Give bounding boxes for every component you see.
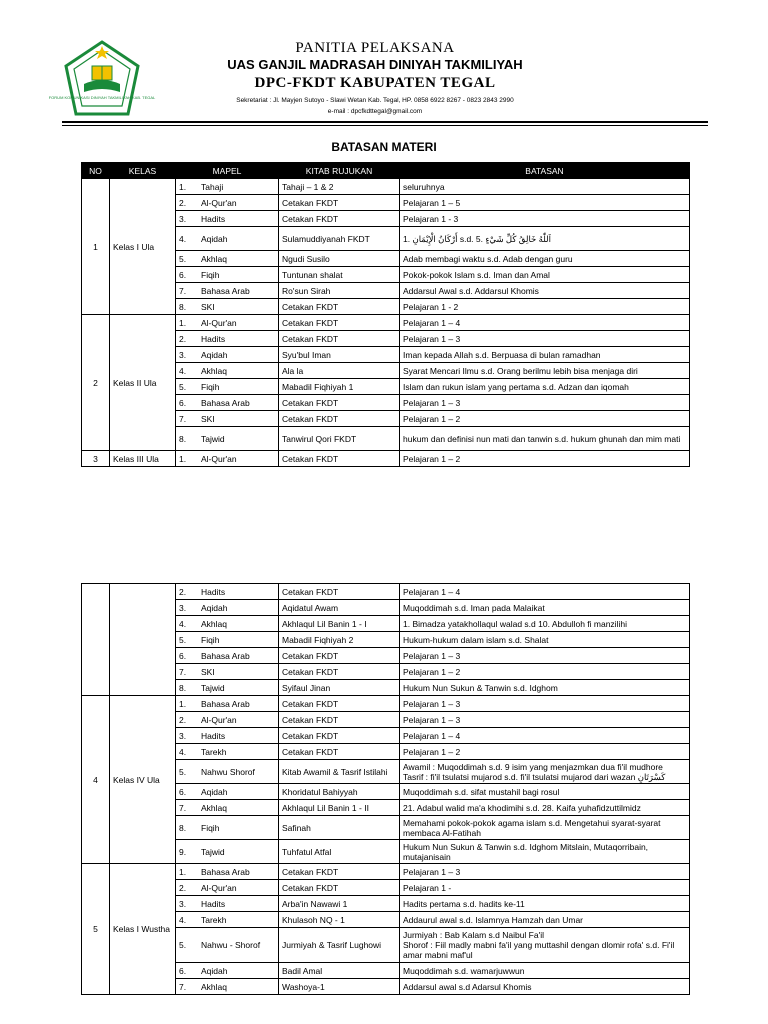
mapel-name: Al-Qur'an — [201, 197, 237, 208]
cell-mapel — [176, 427, 279, 451]
table-row — [82, 696, 690, 712]
cell-kitab: Arba'in Nawawi 1 — [279, 896, 400, 912]
mapel-name: SKI — [201, 301, 215, 312]
mapel-name: Hadits — [201, 730, 226, 741]
cell-batasan: Pelajaran 1 – 3 — [400, 331, 690, 347]
mapel-number: 2. — [179, 333, 187, 344]
mapel-number: 4. — [179, 233, 187, 244]
col-header-kelas: KELAS — [110, 163, 176, 179]
header-rule-thin — [62, 125, 708, 126]
address-line: Sekretariat : Jl. Mayjen Sutoyo - Slawi Wetan Kab. Tegal, HP. 0858 6922 8267 - 0823 2843 2990 — [236, 97, 514, 104]
cell-batasan: Pelajaran 1 – 3 — [400, 864, 690, 880]
mapel-number: 4. — [179, 746, 187, 757]
col-header-no: NO — [82, 163, 110, 179]
mapel-name: Tajwid — [201, 433, 225, 444]
cell-kitab: Tanwirul Qori FKDT — [279, 427, 400, 451]
mapel-number: 2. — [179, 714, 187, 725]
cell-mapel — [176, 179, 279, 195]
mapel-number: 5. — [179, 253, 187, 264]
mapel-number: 5. — [179, 381, 187, 392]
mapel-name: Bahasa Arab — [201, 650, 250, 661]
cell-kitab: Cetakan FKDT — [279, 395, 400, 411]
materi-table-2 — [81, 583, 690, 995]
cell-kitab: Tahaji – 1 & 2 — [279, 179, 400, 195]
mapel-name: Akhlaq — [201, 253, 227, 264]
mapel-name: Al-Qur'an — [201, 714, 237, 725]
cell-no: 3 — [82, 451, 110, 467]
cell-batasan: Awamil : Muqoddimah s.d. 9 isim yang menjazmkan dua fi'il mudhore Tasrif : fi'il tsulatsi mujarod s.d. fi'il tsulatsi mujarod dari wazan كَسْرَتَانِ — [400, 760, 690, 784]
cell-kitab: Ro'sun Sirah — [279, 283, 400, 299]
mapel-name: Bahasa Arab — [201, 698, 250, 709]
mapel-name: Hadits — [201, 333, 226, 344]
mapel-name: Akhlaq — [201, 981, 227, 992]
mapel-name: Fiqih — [201, 634, 220, 645]
mapel-name: Bahasa Arab — [201, 285, 250, 296]
mapel-number: 1. — [179, 698, 187, 709]
cell-mapel — [176, 616, 279, 632]
mapel-number: 7. — [179, 413, 187, 424]
cell-kitab: Khoridatul Bahiyyah — [279, 784, 400, 800]
cell-mapel — [176, 227, 279, 251]
cell-kitab: Cetakan FKDT — [279, 411, 400, 427]
cell-batasan: Pelajaran 1 – 3 — [400, 696, 690, 712]
mapel-name: Aqidah — [201, 349, 228, 360]
cell-mapel — [176, 712, 279, 728]
cell-batasan: Pelajaran 1 – 4 — [400, 315, 690, 331]
cell-batasan: Pokok-pokok Islam s.d. Iman dan Amal — [400, 267, 690, 283]
mapel-name: Fiqih — [201, 269, 220, 280]
cell-kitab: Cetakan FKDT — [279, 315, 400, 331]
cell-kitab: Ngudi Susilo — [279, 251, 400, 267]
table-row — [82, 451, 690, 467]
cell-mapel — [176, 664, 279, 680]
cell-kitab: Mabadil Fiqhiyah 1 — [279, 379, 400, 395]
cell-batasan: Pelajaran 1 - — [400, 880, 690, 896]
mapel-number: 1. — [179, 453, 187, 464]
cell-batasan: hukum dan definisi nun mati dan tanwin s.d. hukum ghunah dan mim mati — [400, 427, 690, 451]
cell-batasan: 1. أَرْكَانُ الْإِيْمَانِ s.d. 5. اَللّٰهُ خَالِقُ كُلِّ شَيْءٍ — [400, 227, 690, 251]
mapel-name: Akhlaq — [201, 365, 227, 376]
cell-no: 2 — [82, 315, 110, 451]
cell-mapel — [176, 728, 279, 744]
cell-mapel — [176, 744, 279, 760]
mapel-number: 5. — [179, 766, 187, 777]
mapel-number: 3. — [179, 730, 187, 741]
cell-mapel — [176, 195, 279, 211]
cell-mapel — [176, 363, 279, 379]
email-line: e-mail : dpcfkdttegal@gmail.com — [327, 108, 423, 115]
cell-kelas — [110, 584, 176, 696]
cell-mapel — [176, 632, 279, 648]
cell-kitab: Cetakan FKDT — [279, 648, 400, 664]
table-header-row — [82, 163, 690, 179]
mapel-name: Al-Qur'an — [201, 882, 237, 893]
mapel-number: 4. — [179, 914, 187, 925]
mapel-name: Hadits — [201, 586, 226, 597]
mapel-number: 8. — [179, 433, 187, 444]
cell-kitab: Cetakan FKDT — [279, 195, 400, 211]
cell-mapel — [176, 912, 279, 928]
cell-kelas: Kelas II Ula — [110, 315, 176, 451]
exam-title: UAS GANJIL MADRASAH DINIYAH TAKMILIYAH — [227, 57, 523, 72]
cell-mapel — [176, 800, 279, 816]
committee-title: PANITIA PELAKSANA — [295, 40, 455, 56]
cell-batasan: Adab membagi waktu s.d. Adab dengan guru — [400, 251, 690, 267]
cell-mapel — [176, 864, 279, 880]
materi-table-1 — [81, 162, 690, 467]
cell-kitab: Syifaul Jinan — [279, 680, 400, 696]
cell-no: 5 — [82, 864, 110, 995]
cell-batasan: Addarsul Awal s.d. Addarsul Khomis — [400, 283, 690, 299]
cell-kitab: Kitab Awamil & Tasrif Istilahi — [279, 760, 400, 784]
mapel-number: 8. — [179, 682, 187, 693]
cell-batasan: Pelajaran 1 – 3 — [400, 712, 690, 728]
cell-batasan: 1. Bimadza yatakhollaqul walad s.d 10. Abdulloh fi manzilihi — [400, 616, 690, 632]
mapel-name: Fiqih — [201, 822, 220, 833]
mapel-name: Akhlaq — [201, 618, 227, 629]
document-title: BATASAN MATERI — [331, 140, 437, 154]
logo-caption: FORUM KOMUNIKASI DINIYAH TAKMILIYAH KAB. TEGAL — [48, 95, 156, 100]
cell-kitab: Badil Amal — [279, 963, 400, 979]
cell-mapel — [176, 347, 279, 363]
cell-mapel — [176, 648, 279, 664]
cell-kelas: Kelas I Wustha — [110, 864, 176, 995]
cell-mapel — [176, 880, 279, 896]
organization-title: DPC-FKDT KABUPATEN TEGAL — [254, 75, 496, 91]
cell-batasan: Pelajaran 1 - 2 — [400, 299, 690, 315]
cell-batasan: Pelajaran 1 – 4 — [400, 584, 690, 600]
mapel-number: 4. — [179, 618, 187, 629]
cell-kitab: Cetakan FKDT — [279, 584, 400, 600]
mapel-number: 2. — [179, 197, 187, 208]
table-row — [82, 864, 690, 880]
mapel-number: 1. — [179, 866, 187, 877]
mapel-number: 3. — [179, 898, 187, 909]
col-header-mapel: MAPEL — [176, 163, 279, 179]
cell-kitab: Ala la — [279, 363, 400, 379]
mapel-number: 2. — [179, 586, 187, 597]
cell-batasan: Hukum Nun Sukun & Tanwin s.d. Idghom Mitslain, Mutaqorribain, mutajanisain — [400, 840, 690, 864]
mapel-number: 3. — [179, 349, 187, 360]
mapel-number: 6. — [179, 650, 187, 661]
cell-batasan: Pelajaran 1 – 3 — [400, 395, 690, 411]
mapel-name: SKI — [201, 413, 215, 424]
table-row — [82, 179, 690, 195]
cell-batasan: Muqoddimah s.d. Iman pada Malaikat — [400, 600, 690, 616]
header-rule-thick — [62, 121, 708, 123]
cell-kelas: Kelas III Ula — [110, 451, 176, 467]
cell-mapel — [176, 315, 279, 331]
cell-kitab: Cetakan FKDT — [279, 880, 400, 896]
cell-kitab: Cetakan FKDT — [279, 331, 400, 347]
cell-mapel — [176, 451, 279, 467]
mapel-name: Tajwid — [201, 846, 225, 857]
cell-batasan: Hadits pertama s.d. hadits ke-11 — [400, 896, 690, 912]
mapel-name: Hadits — [201, 213, 226, 224]
mapel-number: 7. — [179, 802, 187, 813]
cell-batasan: Pelajaran 1 – 4 — [400, 728, 690, 744]
cell-kitab: Tuntunan shalat — [279, 267, 400, 283]
col-header-kitab: KITAB RUJUKAN — [279, 163, 400, 179]
cell-batasan: Pelajaran 1 – 2 — [400, 664, 690, 680]
mapel-number: 6. — [179, 965, 187, 976]
cell-batasan: Iman kepada Allah s.d. Berpuasa di bulan ramadhan — [400, 347, 690, 363]
mapel-name: Aqidah — [201, 786, 228, 797]
cell-mapel — [176, 379, 279, 395]
cell-mapel — [176, 299, 279, 315]
mapel-name: Tahaji — [201, 181, 224, 192]
cell-batasan: Memahami pokok-pokok agama islam s.d. Mengetahui syarat-syarat membaca Al-Fatihah — [400, 816, 690, 840]
cell-batasan: 21. Adabul walid ma'a khodimihi s.d. 28. Kaifa yuhafidzuttilmidz — [400, 800, 690, 816]
cell-batasan: Jurmiyah : Bab Kalam s.d Naibul Fa'il Shorof : Fiil madly mabni fa'il yang muttashil dengan dlomir rofa' s.d. Fi'il amar mabni maf'ul — [400, 928, 690, 963]
cell-kitab: Cetakan FKDT — [279, 744, 400, 760]
cell-batasan: Pelajaran 1 – 2 — [400, 451, 690, 467]
mapel-name: SKI — [201, 666, 215, 677]
cell-batasan: Muqoddimah s.d. wamarjuwwun — [400, 963, 690, 979]
col-header-batasan: BATASAN — [400, 163, 690, 179]
cell-mapel — [176, 963, 279, 979]
mapel-number: 3. — [179, 602, 187, 613]
cell-mapel — [176, 928, 279, 963]
cell-kelas: Kelas IV Ula — [110, 696, 176, 864]
cell-kitab: Cetakan FKDT — [279, 712, 400, 728]
cell-kitab: Sulamuddiyanah FKDT — [279, 227, 400, 251]
cell-kitab: Cetakan FKDT — [279, 864, 400, 880]
mapel-name: Fiqih — [201, 381, 220, 392]
mapel-number: 7. — [179, 981, 187, 992]
cell-kitab: Safinah — [279, 816, 400, 840]
cell-batasan: Addaurul awal s.d. Islamnya Hamzah dan Umar — [400, 912, 690, 928]
mapel-number: 5. — [179, 634, 187, 645]
cell-batasan: Hukum-hukum dalam islam s.d. Shalat — [400, 632, 690, 648]
cell-batasan: Syarat Mencari Ilmu s.d. Orang berilmu lebih bisa menjaga diri — [400, 363, 690, 379]
cell-kitab: Akhlaqul Lil Banin 1 - II — [279, 800, 400, 816]
cell-batasan: Muqoddimah s.d. sifat mustahil bagi rosul — [400, 784, 690, 800]
cell-batasan: Pelajaran 1 – 5 — [400, 195, 690, 211]
cell-kitab: Akhlaqul Lil Banin 1 - I — [279, 616, 400, 632]
fkdt-logo — [48, 40, 156, 120]
cell-mapel — [176, 840, 279, 864]
mapel-number: 4. — [179, 365, 187, 376]
mapel-number: 2. — [179, 882, 187, 893]
cell-mapel — [176, 395, 279, 411]
mapel-name: Al-Qur'an — [201, 453, 237, 464]
cell-batasan: Pelajaran 1 – 2 — [400, 411, 690, 427]
cell-batasan: Pelajaran 1 – 3 — [400, 648, 690, 664]
table-row — [82, 584, 690, 600]
cell-mapel — [176, 600, 279, 616]
cell-mapel — [176, 896, 279, 912]
table-row — [82, 315, 690, 331]
cell-batasan: Addarsul awal s.d Adarsul Khomis — [400, 979, 690, 995]
cell-kitab: Cetakan FKDT — [279, 299, 400, 315]
cell-mapel — [176, 696, 279, 712]
cell-mapel — [176, 816, 279, 840]
mapel-name: Aqidah — [201, 233, 228, 244]
cell-mapel — [176, 251, 279, 267]
cell-mapel — [176, 331, 279, 347]
cell-mapel — [176, 267, 279, 283]
cell-mapel — [176, 979, 279, 995]
cell-kelas: Kelas I Ula — [110, 179, 176, 315]
mapel-name: Nahwu Shorof — [201, 766, 255, 777]
mapel-number: 9. — [179, 846, 187, 857]
mapel-number: 6. — [179, 397, 187, 408]
mapel-number: 1. — [179, 181, 187, 192]
mapel-name: Aqidah — [201, 602, 228, 613]
cell-mapel — [176, 760, 279, 784]
mapel-name: Hadits — [201, 898, 226, 909]
mapel-name: Al-Qur'an — [201, 317, 237, 328]
cell-kitab: Cetakan FKDT — [279, 696, 400, 712]
mapel-number: 5. — [179, 940, 187, 950]
cell-kitab: Aqidatul Awam — [279, 600, 400, 616]
mapel-number: 7. — [179, 666, 187, 677]
mapel-number: 1. — [179, 317, 187, 328]
cell-mapel — [176, 680, 279, 696]
mapel-name: Tajwid — [201, 682, 225, 693]
cell-batasan: seluruhnya — [400, 179, 690, 195]
cell-kitab: Cetakan FKDT — [279, 664, 400, 680]
mapel-number: 3. — [179, 213, 187, 224]
cell-mapel — [176, 411, 279, 427]
cell-kitab: Cetakan FKDT — [279, 211, 400, 227]
cell-no: 1 — [82, 179, 110, 315]
cell-batasan: Pelajaran 1 - 3 — [400, 211, 690, 227]
cell-mapel — [176, 211, 279, 227]
cell-batasan: Hukum Nun Sukun & Tanwin s.d. Idghom — [400, 680, 690, 696]
mapel-number: 6. — [179, 269, 187, 280]
cell-batasan: Islam dan rukun islam yang pertama s.d. Adzan dan iqomah — [400, 379, 690, 395]
mapel-name: Tarekh — [201, 746, 227, 757]
mapel-name: Bahasa Arab — [201, 866, 250, 877]
mapel-name: Bahasa Arab — [201, 397, 250, 408]
cell-kitab: Mabadil Fiqhiyah 2 — [279, 632, 400, 648]
mapel-name: Tarekh — [201, 914, 227, 925]
cell-mapel — [176, 584, 279, 600]
cell-kitab: Khulasoh NQ - 1 — [279, 912, 400, 928]
cell-mapel — [176, 784, 279, 800]
mapel-name: Aqidah — [201, 965, 228, 976]
cell-kitab: Tuhfatul Atfal — [279, 840, 400, 864]
cell-kitab: Syu'bul Iman — [279, 347, 400, 363]
cell-batasan: Pelajaran 1 – 2 — [400, 744, 690, 760]
mapel-name: Akhlaq — [201, 802, 227, 813]
mapel-number: 7. — [179, 285, 187, 296]
mapel-number: 8. — [179, 822, 187, 833]
mapel-number: 8. — [179, 301, 187, 312]
cell-no — [82, 584, 110, 696]
mapel-name: Nahwu - Shorof — [201, 940, 261, 950]
cell-kitab: Jurmiyah & Tasrif Lughowi — [279, 928, 400, 963]
cell-kitab: Cetakan FKDT — [279, 728, 400, 744]
cell-kitab: Washoya-1 — [279, 979, 400, 995]
cell-no: 4 — [82, 696, 110, 864]
cell-mapel — [176, 283, 279, 299]
cell-kitab: Cetakan FKDT — [279, 451, 400, 467]
mapel-number: 6. — [179, 786, 187, 797]
